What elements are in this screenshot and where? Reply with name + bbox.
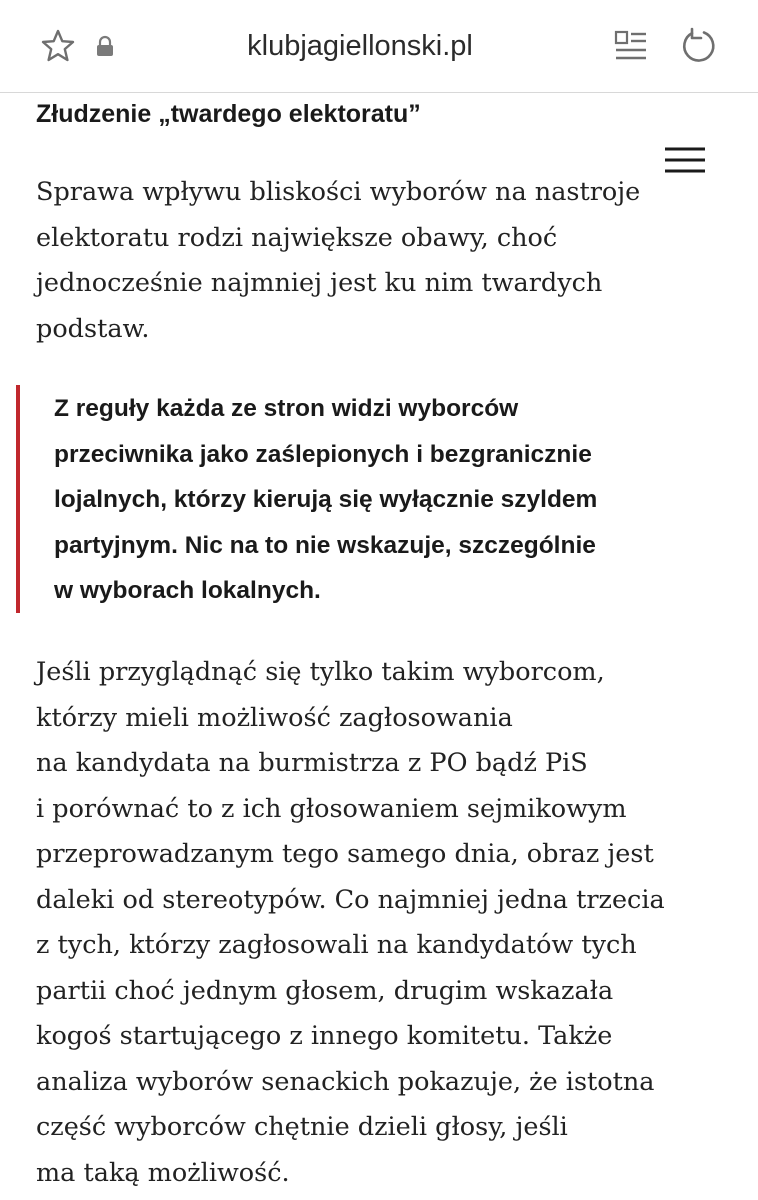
reload-icon[interactable]	[681, 27, 717, 65]
browser-toolbar	[0, 0, 758, 93]
paragraph-line: partii choć jednym głosem, drugim wskazała	[36, 975, 614, 1006]
quote-line: w wyborach lokalnych.	[54, 577, 321, 604]
paragraph-line: analiza wyborów senackich pokazuje, że istotna	[36, 1066, 655, 1097]
reader-mode-icon[interactable]	[614, 30, 648, 62]
pull-quote	[54, 386, 714, 614]
section-heading: Złudzenie „twardego elektoratu”	[36, 100, 421, 128]
paragraph-line: podstaw.	[36, 313, 150, 344]
paragraph-line: na kandydata na burmistrza z PO bądź PiS	[36, 748, 588, 778]
paragraph-line: z tych, którzy zagłosowali na kandydatów tych	[36, 930, 637, 960]
paragraph-line: którzy mieli możliwość zagłosowania	[36, 702, 513, 733]
paragraph-line: jednocześnie najmniej jest ku nim twardych	[36, 268, 603, 298]
paragraph-line: Jeśli przyglądnąć się tylko takim wyborcom,	[36, 657, 605, 687]
quote-line: partyjnym. Nic na to nie wskazuje, szczególnie	[54, 531, 596, 559]
address-bar-url[interactable]: klubjagiellonski.pl	[247, 30, 473, 62]
paragraph-line: część wyborców chętnie dzieli głosy, jeśli	[36, 1112, 568, 1142]
pull-quote-accent-bar	[16, 385, 20, 613]
quote-line: Z reguły każda ze stron widzi wyborców	[54, 395, 519, 422]
paragraph-line: daleki od stereotypów. Co najmniej jedna trzecia	[36, 884, 665, 915]
lock-icon	[94, 35, 116, 57]
quote-line: przeciwnika jako zaślepionych i bezgranicznie	[54, 440, 592, 468]
paragraph-line: i porównać to z ich głosowaniem sejmikowym	[36, 793, 627, 824]
paragraph-line: kogoś startującego z innego komitetu. Także	[36, 1021, 613, 1051]
quote-line: lojalnych, którzy kierują się wyłącznie szyldem	[54, 486, 598, 513]
hamburger-menu-icon[interactable]	[664, 144, 706, 176]
paragraph-line: elektoratu rodzi największe obawy, choć	[36, 222, 558, 253]
paragraph-line: przeprowadzanym tego samego dnia, obraz jest	[36, 839, 654, 869]
article-paragraph	[36, 170, 716, 352]
article-paragraph	[36, 650, 736, 1196]
paragraph-line: ma taką możliwość.	[36, 1157, 290, 1188]
star-icon[interactable]	[40, 28, 76, 64]
paragraph-line: Sprawa wpływu bliskości wyborów na nastroje	[36, 177, 641, 207]
